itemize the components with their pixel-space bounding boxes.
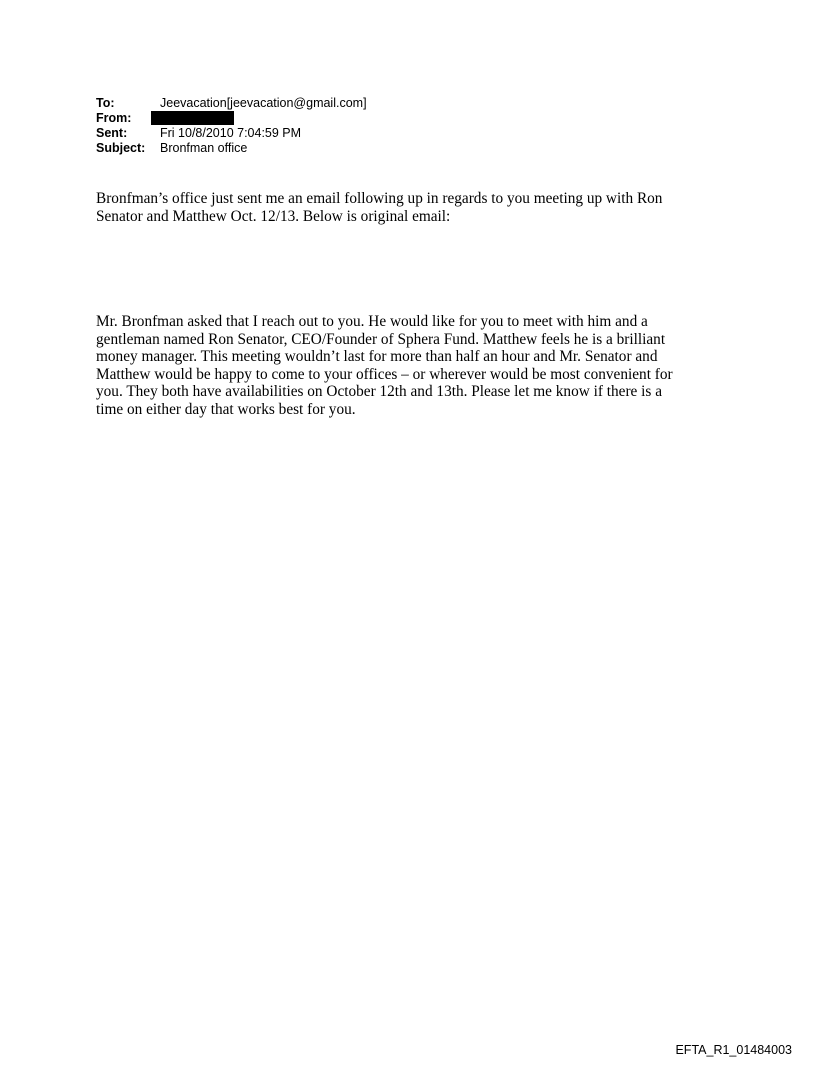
sent-row [96, 126, 367, 141]
body-paragraph-2: Mr. Bronfman asked that I reach out to you. He would like for you to meet with him and a gentleman named Ron Senator, CEO/Founder of Sphera Fund. Matthew feels he is a brilliant money manager. This meeting wouldn’t last for more than half an hour and Mr. Senator and Matthew would be happy to come to your offices – or wherever would be most convenient for you. They both have availabilities on October 12th and 13th. Please let me know if there is a time on either day that works best for you. [96, 313, 673, 418]
to-label: To: [96, 96, 115, 110]
from-row [96, 111, 367, 126]
subject-value: Bronfman office [160, 141, 248, 155]
document-id: EFTA_R1_01484003 [675, 1043, 792, 1057]
subject-row [96, 141, 367, 156]
body-paragraph-1: Bronfman’s office just sent me an email following up in regards to you meeting up with Ron Senator and Matthew Oct. 12/13. Below is original email: [96, 190, 663, 225]
redaction-block [151, 111, 234, 125]
sent-value: Fri 10/8/2010 7:04:59 PM [160, 126, 302, 140]
email-header [96, 96, 367, 156]
from-label: From: [96, 111, 132, 125]
subject-label: Subject: [96, 141, 146, 155]
sent-label: Sent: [96, 126, 128, 140]
to-value: Jeevacation[jeevacation@gmail.com] [160, 96, 367, 110]
to-row [96, 96, 367, 111]
